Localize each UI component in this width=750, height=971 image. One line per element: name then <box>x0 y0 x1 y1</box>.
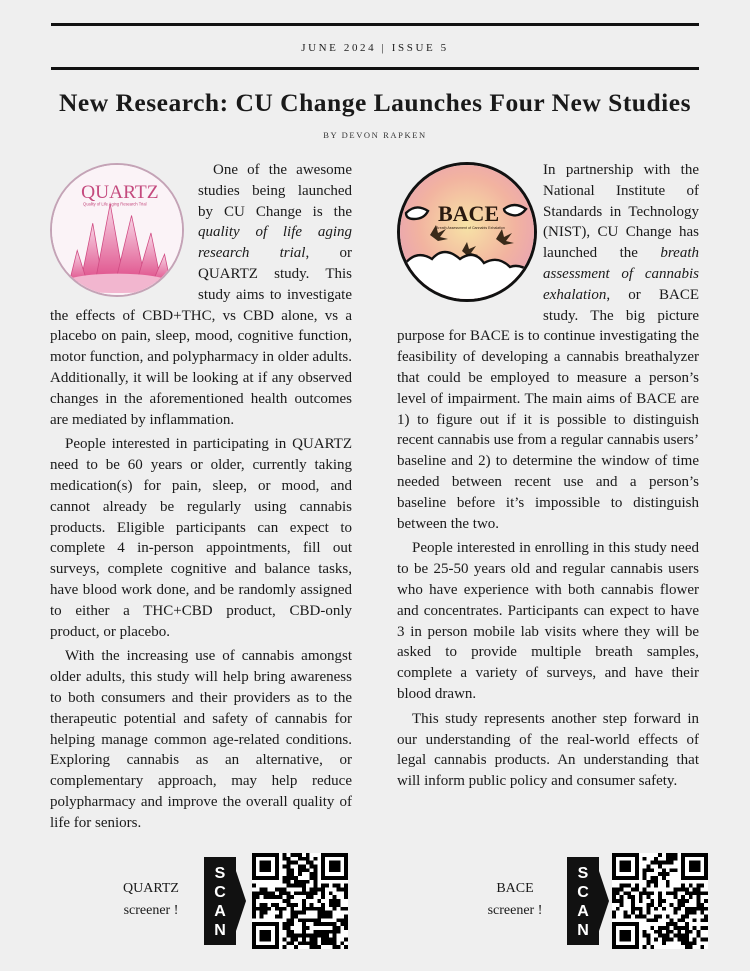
bace-paragraph-3: This study represents another step forward in our understanding of the real-world effects of legal cannabis products. An understanding that will inform public policy and consumer safety. <box>397 710 699 790</box>
quartz-qr-code[interactable] <box>252 853 348 949</box>
quartz-logo <box>50 163 184 297</box>
quartz-scan-tab: S C A N <box>204 857 236 945</box>
quartz-logo-subtext: Quality of Life Aging Research Trial <box>83 201 147 207</box>
byline: BY DEVON RAPKEN <box>323 130 427 140</box>
bace-logo-text: BACE <box>438 201 500 226</box>
bace-paragraph-2: People interested in enrolling in this study need to be 25-50 years old and regular cannabis users who have experience with both cannabis flower and concentrates. Participants can expect to have 3 in person mobile lab visits where they will be asked to provide multiple breath samples, complete a variety of surveys, and have their blood drawn. <box>397 540 699 702</box>
headline: New Research: CU Change Launches Four New Studies <box>58 88 692 117</box>
quartz-paragraph-3: With the increasing use of cannabis amongst older adults, this study will help bring awareness to both consumers and their providers as to the therapeutic potential and safety of cannabis for helping manage common age-related conditions. Exploring cannabis as an alternative, or complementary approach, may help reduce polypharmacy and improve the overall quality of life for seniors. <box>50 648 352 831</box>
bace-article <box>397 160 699 792</box>
quartz-paragraph-2: People interested in participating in QUARTZ need to be 60 years or older, currently taking medication(s) for pain, sleep, or mood, and cannot already be regularly using cannabis products. Eligible participants can expect to complete 4 in-person appointments, fill out surveys, complete cognitive and balance tasks, have blood work done, and be randomly assigned to either a THC+CBD product, CBD-only product, or placebo. <box>50 436 352 640</box>
quartz-scan-arrow-icon <box>236 871 246 931</box>
bace-qr-code[interactable] <box>612 853 708 949</box>
bace-screener-label: BACE screener ! <box>487 881 543 918</box>
bace-scan-tab: S C A N <box>567 857 599 945</box>
top-rule <box>51 23 699 26</box>
quartz-logo-text: QUARTZ <box>81 181 159 203</box>
quartz-article <box>50 160 352 834</box>
masthead-rule <box>51 67 699 70</box>
issue-line: JUNE 2024 | ISSUE 5 <box>301 42 449 54</box>
bace-paragraph-1: In partnership with the National Institute of Standards in Technology (NIST), CU Change has launched the breath assessment of cannabis exhalation, or BACE study. The big picture purpose for BACE is to continue investigating the feasibility of developing a cannabis breathalyzer that could be employed to measure a person’s level of impairment. The main aims of BACE are 1) to figure out if it is possible to distinguish recent cannabis use from a regular cannabis users’ baseline and 2) to determine the window of time needed between recent use and a person’s baseline before it’s impossible to distinguish between the two. <box>397 162 699 532</box>
quartz-screener-label: QUARTZ screener ! <box>123 881 179 918</box>
bace-logo <box>397 162 537 302</box>
quartz-paragraph-1: One of the awesome studies being launched by CU Change is the quality of life aging research trial, or QUARTZ study. This study aims to investigate the effects of CBD+THC, vs CBD alone, vs a placebo on pain, sleep, mood, cognitive function, motor function, and polypharmacy in older adults. Additionally, it will be looking at if any observed changes in the aforementioned health outcomes are mediated by inflammation. <box>50 162 352 428</box>
bace-logo-subtext: Breath Assessment of Cannabis Exhalation <box>436 226 505 230</box>
bace-scan-arrow-icon <box>599 871 609 931</box>
